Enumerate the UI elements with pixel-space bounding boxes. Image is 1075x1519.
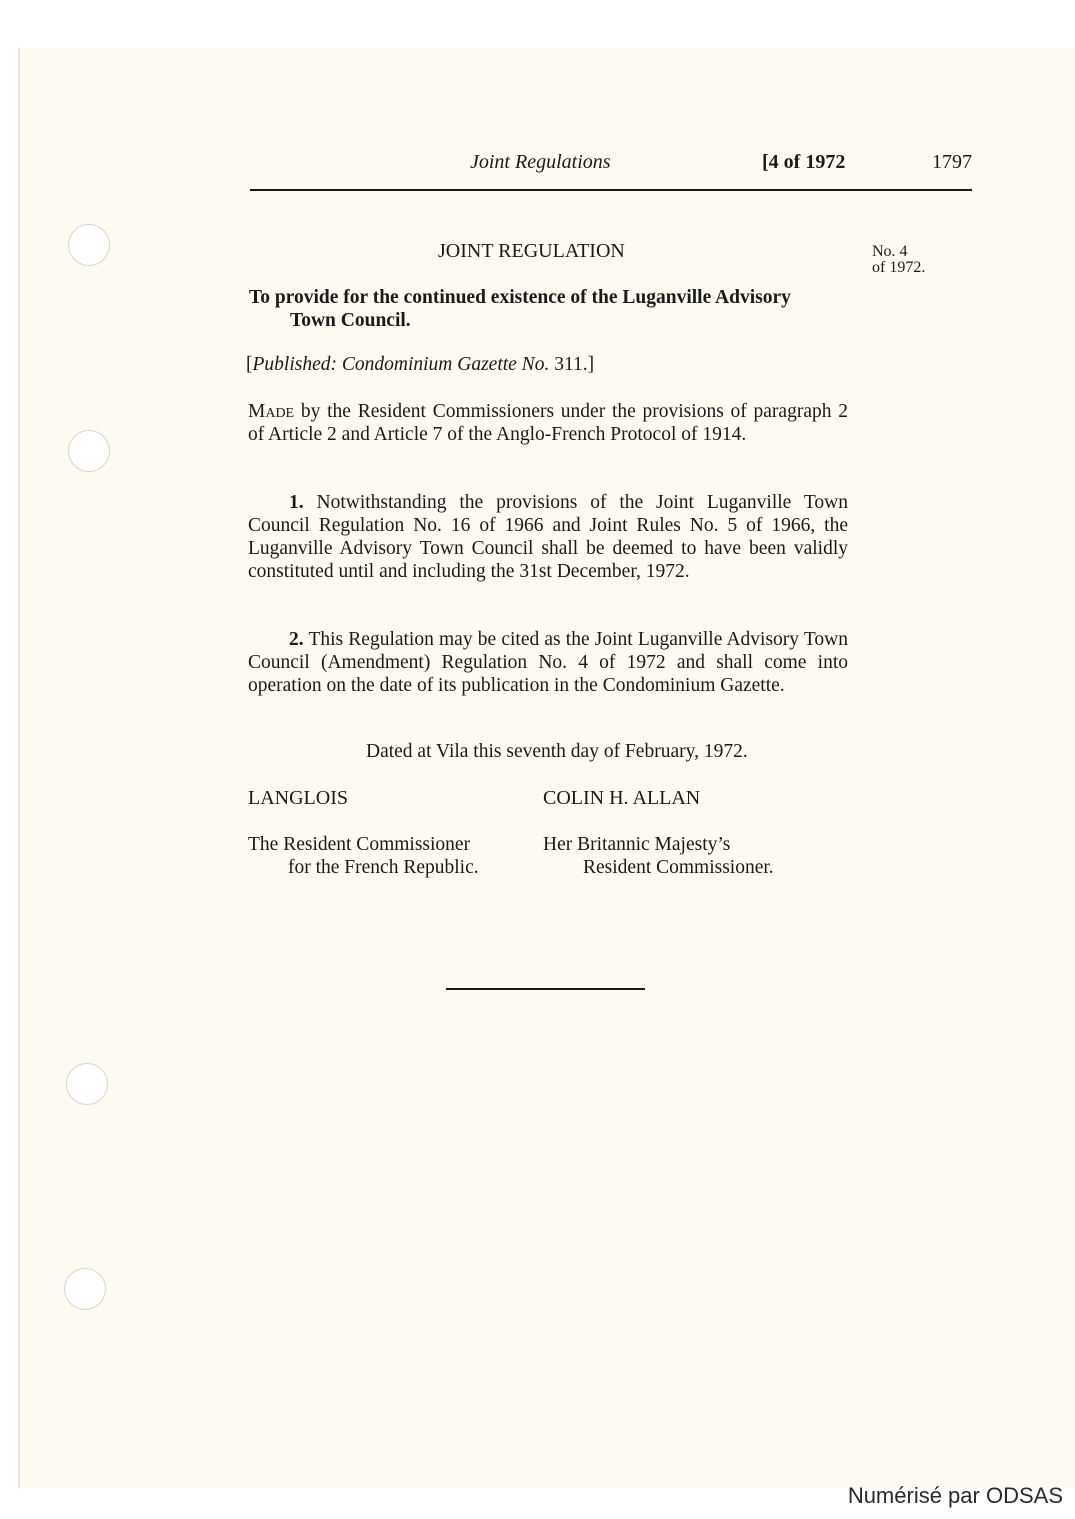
publication-bracket: [ (246, 354, 253, 375)
punch-hole (68, 430, 110, 472)
section-text: This Regulation may be cited as the Joint Luganville Advisory Town Council (Amendment) Regulation No. 4 of 1972 and shall come into operation on the date of its publication in the Condominium Gazette. (248, 629, 848, 696)
section-1 (248, 491, 848, 583)
section-number: 1. (289, 492, 304, 513)
section-2 (248, 628, 848, 697)
signatory-title-line-2: for the French Republic. (288, 857, 479, 878)
regulation-title (249, 286, 791, 332)
title-line-1: To provide for the continued existence of the Luganville Advisory (249, 287, 791, 308)
margin-note-line2: of 1972. (872, 259, 926, 276)
signatory-title-line-1: The Resident Commissioner (248, 834, 471, 855)
page-number: 1797 (932, 151, 972, 173)
signatory-title (543, 833, 774, 879)
signatory-title (248, 833, 479, 879)
punch-hole (68, 224, 110, 266)
publication-source: Published: Condominium Gazette No. (252, 354, 550, 375)
section-text: Notwithstanding the provisions of the Joint Luganville Town Council Regulation No. 16 of 1966 and Joint Rules No. 5 of 1966, the Luganville Advisory Town Council shall be deemed to have been validly constituted until and including the 31st December, 1972. (248, 492, 848, 582)
signatory-title-line-1: Her Britannic Majesty’s (543, 834, 731, 855)
publication-number: 311.] (549, 354, 595, 375)
title-line-2: Town Council. (290, 310, 411, 331)
section-number: 2. (289, 629, 304, 650)
regulation-heading: JOINT REGULATION (438, 240, 625, 262)
punch-hole (66, 1063, 108, 1105)
scan-credit: Numérisé par ODSAS (847, 1483, 1063, 1508)
signatory-name: LANGLOIS (248, 787, 348, 809)
signatory-name: COLIN H. ALLAN (543, 787, 701, 809)
signatory-title-line-2: Resident Commissioner. (583, 857, 774, 878)
running-title: Joint Regulations (470, 151, 611, 173)
dated-line: Dated at Vila this seventh day of February, 1972. (366, 741, 748, 762)
preamble-text: by the Resident Commissioners under the provisions of paragraph 2 of Article 2 and Article 7 of the Anglo-French Protocol of 1914. (248, 401, 848, 445)
end-rule (446, 988, 645, 990)
regulation-number: [4 of 1972 (762, 151, 846, 173)
publication-note (246, 354, 594, 376)
margin-note-line1: No. 4 (872, 243, 908, 260)
preamble-made: Made (248, 401, 295, 422)
punch-hole (64, 1268, 106, 1310)
margin-note (872, 244, 925, 276)
preamble (248, 400, 848, 446)
header-rule (250, 189, 972, 191)
